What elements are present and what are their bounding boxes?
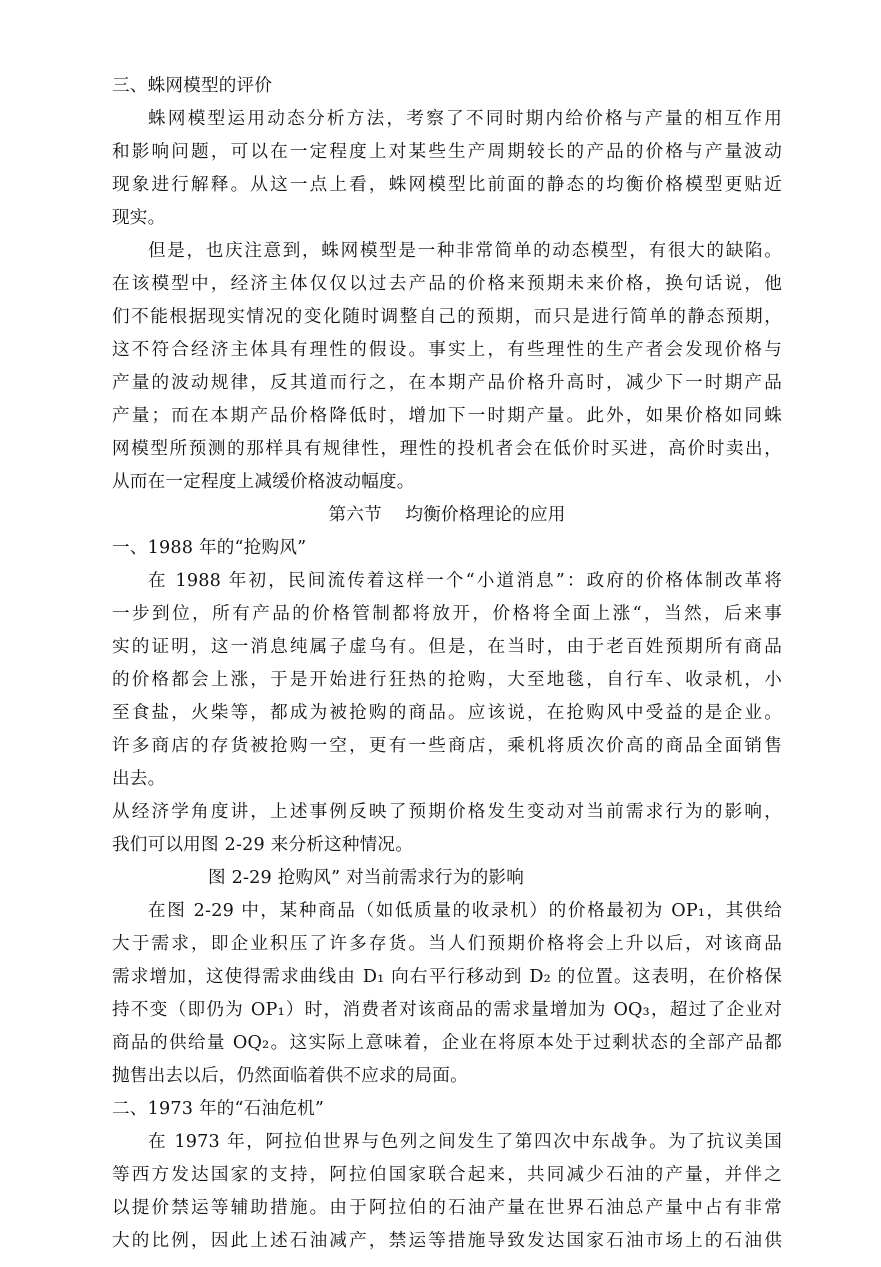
paragraph-line: 这不符合经济主体具有理性的假设。事实上，有些理性的生产者会发现价格与 xyxy=(112,340,782,360)
paragraph-line: 以提价禁运等辅助措施。由于阿拉伯的石油产量在世界石油总产量中占有非常 xyxy=(112,1198,782,1218)
paragraph-line: 商品的供给量 OQ₂。这实际上意味着，企业在将原本处于过剩状态的全部产品都 xyxy=(112,1033,782,1053)
paragraph-line: 一步到位，所有产品的价格管制都将放开，价格将全面上涨“，当然，后来事 xyxy=(112,604,782,624)
paragraph-line: 产量的波动规律，反其道而行之，在本期产品价格升高时，减少下一时期产品 xyxy=(112,373,782,393)
paragraph-line: 持不变（即仍为 OP₁）时，消费者对该商品的需求量增加为 OQ₃，超过了企业对 xyxy=(112,1000,782,1020)
paragraph-line: 等西方发达国家的支持，阿拉伯国家联合起来，共同减少石油的产量，并伴之 xyxy=(112,1165,782,1185)
paragraph-line: 大的比例，因此上述石油减产，禁运等措施导致发达国家石油市场上的石油供 xyxy=(112,1231,782,1251)
paragraph-line: 在图 2-29 中，某种商品（如低质量的收录机）的价格最初为 OP₁，其供给 xyxy=(148,901,782,921)
paragraph-line: 现实。 xyxy=(112,208,166,228)
section-heading: 三、蛛网模型的评价 xyxy=(112,76,273,96)
paragraph-line: 从而在一定程度上减缓价格波动幅度。 xyxy=(112,472,415,492)
paragraph-line: 和影响问题，可以在一定程度上对某些生产周期较长的产品的价格与产量波动 xyxy=(112,142,782,162)
paragraph-line: 但是，也庆注意到，蛛网模型是一种非常简单的动态模型，有很大的缺陷。 xyxy=(148,241,782,261)
paragraph-line: 在 1988 年初，民间流传着这样一个“小道消息”：政府的价格体制改革将 xyxy=(148,571,782,591)
paragraph-line: 现象进行解释。从这一点上看，蛛网模型比前面的静态的均衡价格模型更贴近 xyxy=(112,175,782,195)
paragraph-line: 们不能根据现实情况的变化随时调整自己的预期，而只是进行简单的静态预期， xyxy=(112,307,782,327)
paragraph-line: 从经济学角度讲，上述事例反映了预期价格发生变动对当前需求行为的影响， xyxy=(112,802,782,822)
section-title: 第六节 均衡价格理论的应用 xyxy=(328,505,566,525)
paragraph-line: 在 1973 年，阿拉伯世界与色列之间发生了第四次中东战争。为了抗议美国 xyxy=(148,1132,782,1152)
figure-caption: 图 2-29 抢购风” 对当前需求行为的影响 xyxy=(208,868,525,888)
subsection-heading: 二、1973 年的“石油危机” xyxy=(112,1099,325,1119)
paragraph-line: 产量；而在本期产品价格降低时，增加下一时期产量。此外，如果价格如同蛛 xyxy=(112,406,782,426)
paragraph-line: 网模型所预测的那样具有规律性，理性的投机者会在低价时买进，高价时卖出， xyxy=(112,439,782,459)
paragraph-line: 抛售出去以后，仍然面临着供不应求的局面。 xyxy=(112,1066,468,1086)
paragraph-line: 蛛网模型运用动态分析方法，考察了不同时期内给价格与产量的相互作用 xyxy=(148,109,782,129)
paragraph-line: 我们可以用图 2-29 来分析这种情况。 xyxy=(112,835,414,855)
paragraph-line: 至食盐，火柴等，都成为被抢购的商品。应该说，在抢购风中受益的是企业。 xyxy=(112,703,782,723)
paragraph-line: 出去。 xyxy=(112,769,166,789)
paragraph-line: 实的证明，这一消息纯属子虚乌有。但是，在当时，由于老百姓预期所有商品 xyxy=(112,637,782,657)
subsection-heading: 一、1988 年的“抢购风” xyxy=(112,538,307,558)
paragraph-line: 的价格都会上涨，于是开始进行狂热的抢购，大至地毯，自行车、收录机，小 xyxy=(112,670,782,690)
paragraph-line: 在该模型中，经济主体仅仅以过去产品的价格来预期未来价格，换句话说，他 xyxy=(112,274,782,294)
paragraph-line: 许多商店的存货被抢购一空，更有一些商店，乘机将质次价高的商品全面销售 xyxy=(112,736,782,756)
paragraph-line: 需求增加，这使得需求曲线由 D₁ 向右平行移动到 D₂ 的位置。这表明，在价格保 xyxy=(112,967,782,987)
paragraph-line: 大于需求，即企业积压了许多存货。当人们预期价格将会上升以后，对该商品 xyxy=(112,934,782,954)
